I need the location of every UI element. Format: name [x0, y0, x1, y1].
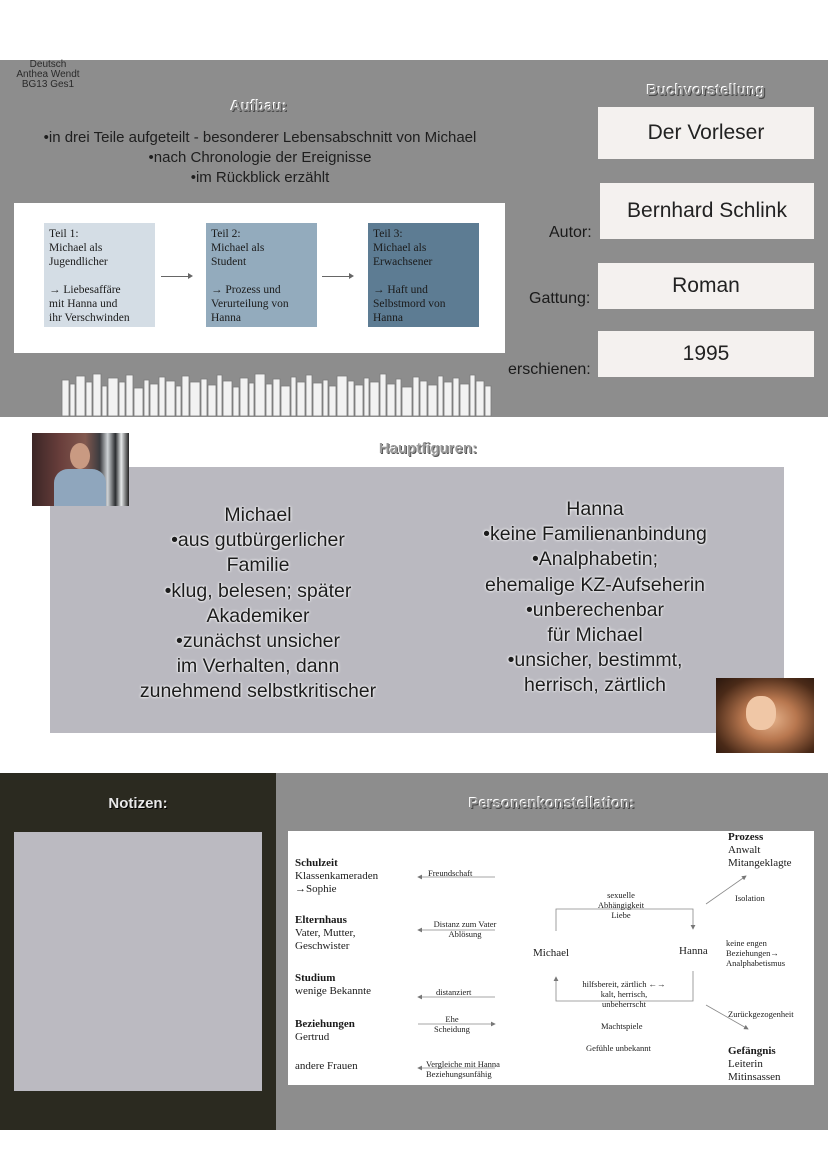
structure-diagram — [14, 203, 505, 353]
figure-line: •keine Familienanbindung — [483, 523, 707, 546]
group-prozess — [728, 831, 792, 870]
gefuehle-unbekannt: Gefühle unbekannt — [586, 1043, 651, 1053]
relation-line: hilfsbereit, zärtlich ←→ — [582, 979, 666, 989]
aufbau-point: •in drei Teile aufgeteilt - besonderer Lebensabschnitt von Michael — [43, 129, 477, 146]
relation-line: Ehe — [445, 1014, 459, 1024]
figure-line: •klug, belesen; später — [164, 579, 352, 602]
part-line: Teil 2: — [211, 228, 241, 240]
figure-line: Familie — [226, 554, 290, 577]
relation-center-bottom — [578, 979, 670, 1009]
group-line: andere Frauen — [295, 1060, 358, 1072]
relation-line: Distanz zum Vater — [433, 919, 497, 929]
spacer — [49, 269, 150, 283]
relation-freundschaft: Freundschaft — [428, 868, 473, 878]
part-line: Hanna — [211, 312, 242, 324]
part-line: ihr Verschwinden — [49, 312, 130, 324]
relation-line: Vergleiche mit Hanna — [426, 1059, 500, 1069]
relation-line: Beziehungen→ — [726, 948, 779, 958]
part-line: Verurteilung von — [211, 298, 289, 310]
group-schulzeit — [295, 857, 378, 896]
group-title: Studium — [295, 972, 336, 984]
relation-line: Scheidung — [434, 1024, 470, 1034]
machtspiele: Machtspiele — [601, 1021, 643, 1031]
relation-line: Analphabetismus — [726, 958, 786, 968]
figure-line: •unsicher, bestimmt, — [507, 649, 683, 672]
group-line: Vater, Mutter, — [295, 927, 356, 939]
part-3-box — [368, 223, 479, 327]
part-1-box — [44, 223, 155, 327]
aufbau-title: Aufbau: — [230, 98, 288, 115]
zurueckgezogenheit: Zurückgezogenheit — [728, 1009, 794, 1019]
group-elternhaus — [295, 914, 356, 953]
book-genre: Roman — [598, 263, 814, 309]
isolation: Isolation — [735, 893, 765, 903]
part-line: Teil 1: — [49, 228, 79, 240]
part-line: → Haft und — [373, 284, 428, 296]
hanna-node: Hanna — [679, 945, 708, 957]
michael-description — [112, 503, 404, 705]
part-line: mit Hanna und — [49, 298, 118, 310]
part-line: Michael als — [373, 242, 427, 254]
book-title: Der Vorleser — [598, 107, 814, 159]
relation-center-top — [582, 890, 660, 920]
relation-line: unbeherrscht — [602, 999, 646, 1009]
book-year: 1995 — [598, 331, 814, 377]
group-line: Mitangeklagte — [728, 857, 792, 869]
figure-line: •unberechenbar — [525, 598, 664, 621]
part-line: Student — [211, 256, 247, 268]
relation-line: sexuelle — [607, 890, 635, 900]
aufbau-point: •im Rückblick erzählt — [190, 169, 330, 186]
konstellation-title: Personenkonstellation: — [469, 795, 635, 812]
figure-line: Michael — [224, 504, 292, 526]
part-line: Erwachsener — [373, 256, 433, 268]
part-line: → Liebesaffäre — [49, 284, 121, 296]
group-studium — [295, 972, 371, 998]
group-line: Anwalt — [728, 844, 761, 856]
part-line: Teil 3: — [373, 228, 403, 240]
arrow-right-icon — [161, 276, 191, 277]
figure-line: Akademiker — [206, 604, 310, 627]
year-label: erschienen: — [508, 361, 591, 378]
author-name: Anthea Wendt — [16, 69, 80, 80]
group-line: Leiterin — [728, 1058, 763, 1070]
figure-line: herrisch, zärtlich — [524, 674, 666, 697]
relation-line: Beziehungsunfähig — [426, 1069, 492, 1079]
figure-line: zunehmend selbstkritischer — [139, 680, 377, 703]
figure-line: im Verhalten, dann — [176, 655, 340, 678]
michael-node: Michael — [533, 947, 570, 959]
part-line: Michael als — [49, 242, 103, 254]
part-line: → Prozess und — [211, 284, 281, 296]
bookshelf-icon — [60, 372, 492, 416]
relation-line: Abhängigkeit — [597, 900, 645, 910]
relation-line: Liebe — [611, 910, 631, 920]
group-line: Gertrud — [295, 1031, 330, 1043]
subject: Deutsch — [29, 59, 67, 70]
class-name: BG13 Ges1 — [21, 79, 75, 90]
hauptfiguren-title: Hauptfiguren: — [378, 440, 478, 457]
group-title: Gefängnis — [728, 1045, 776, 1057]
group-line: →Sophie — [295, 883, 337, 895]
relation-line: Ablösung — [448, 929, 482, 939]
relation-beziehungen — [432, 1014, 472, 1034]
author-info — [10, 60, 86, 90]
relation-studium: distanziert — [436, 987, 472, 997]
relation-line: kalt, herrisch, — [600, 989, 648, 999]
figure-line: •Analphabetin; — [531, 548, 659, 571]
aufbau-list — [0, 128, 520, 188]
part-line: Hanna — [373, 312, 404, 324]
hanna-description — [456, 497, 734, 699]
buchvorstellung-title: Buchvorstellung — [646, 82, 766, 99]
figure-line: für Michael — [547, 624, 643, 647]
part-line: Michael als — [211, 242, 265, 254]
part-line: Selbstmord von — [373, 298, 446, 310]
konstellation-diagram — [288, 831, 814, 1085]
group-andere-frauen — [295, 1060, 358, 1073]
part-line: Jugendlicher — [49, 256, 108, 268]
arrow-right-icon — [322, 276, 352, 277]
relation-elternhaus — [425, 919, 505, 939]
genre-label: Gattung: — [529, 290, 591, 307]
book-author: Bernhard Schlink — [600, 183, 814, 239]
michael-photo — [32, 433, 129, 506]
relation-line: keine engen — [726, 938, 767, 948]
group-title: Schulzeit — [295, 857, 338, 869]
notizen-title: Notizen: — [108, 795, 168, 812]
spacer — [211, 269, 312, 283]
figure-line: •zunächst unsicher — [176, 630, 340, 653]
relation-andere-frauen — [426, 1059, 500, 1079]
group-title: Beziehungen — [295, 1018, 355, 1030]
notes-area[interactable] — [14, 832, 262, 1091]
hanna-traits — [726, 938, 785, 968]
aufbau-point: •nach Chronologie der Ereignisse — [148, 149, 372, 166]
group-line: Geschwister — [295, 940, 350, 952]
group-title: Prozess — [728, 831, 764, 843]
group-line: Mitinsassen — [728, 1071, 781, 1083]
spacer — [373, 269, 474, 283]
group-gefaengnis — [728, 1045, 781, 1084]
hanna-photo — [716, 678, 814, 753]
figure-line: •aus gutbürgerlicher — [171, 529, 345, 552]
group-line: wenige Bekannte — [295, 985, 372, 997]
group-title: Elternhaus — [295, 914, 347, 926]
figure-line: Hanna — [566, 498, 624, 520]
group-line: Klassenkameraden — [295, 870, 379, 882]
figure-line: ehemalige KZ-Aufseherin — [484, 573, 706, 596]
author-label: Autor: — [549, 224, 592, 241]
group-beziehungen — [295, 1018, 355, 1044]
part-2-box — [206, 223, 317, 327]
